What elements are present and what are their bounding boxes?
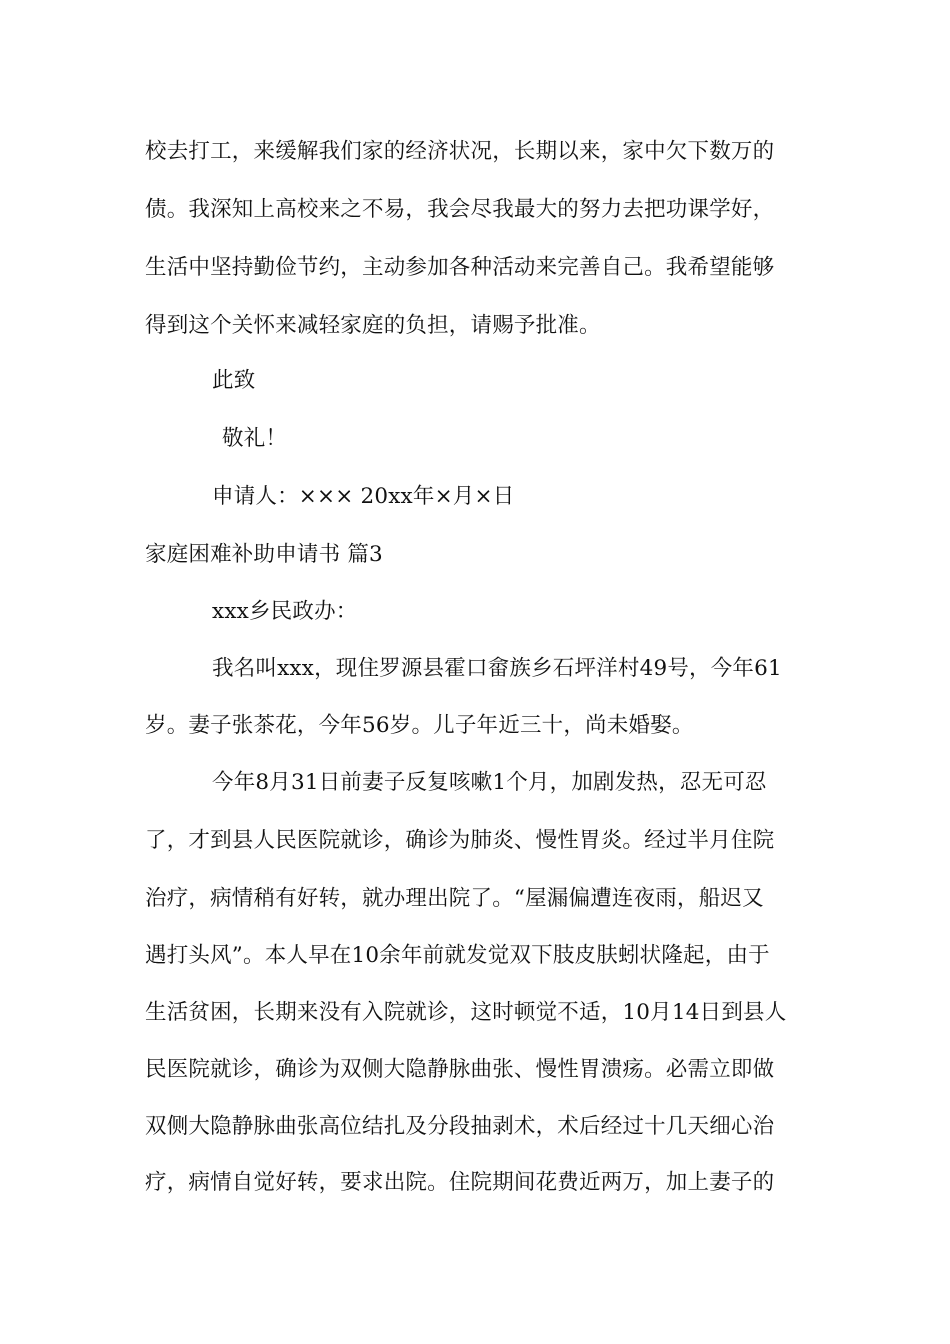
paragraph-line: 得到这个关怀来减轻家庭的负担，请赐予批准。 [145,313,601,338]
paragraph-line: 我名叫xxx，现住罗源县霍口畲族乡石坪洋村49号，今年61 [212,656,782,681]
paragraph-line: 遇打头风”。本人早在10余年前就发觉双下肢皮肤蚓状隆起，由于 [145,943,770,968]
paragraph-line: 校去打工，来缓解我们家的经济状况，长期以来，家中欠下数万的 [145,139,775,164]
closing-text: 此致 [212,368,256,393]
paragraph-line: 岁。妻子张茶花，今年56岁。儿子年近三十，尚未婚娶。 [145,713,694,738]
addressee-line: xxx乡民政办： [212,599,358,624]
signature-line: 申请人：××× 20xx年×月×日 [212,484,515,509]
section-title: 家庭困难补助申请书 篇3 [145,542,383,567]
paragraph-line: 生活中坚持勤俭节约，主动参加各种活动来完善自己。我希望能够 [145,255,775,280]
paragraph-line: 双侧大隐静脉曲张高位结扎及分段抽剥术，术后经过十几天细心治 [145,1114,775,1139]
paragraph-line: 生活贫困，长期来没有入院就诊，这时顿觉不适，10月14日到县人 [145,1000,787,1025]
paragraph-line: 民医院就诊，确诊为双侧大隐静脉曲张、慢性胃溃疡。必需立即做 [145,1057,775,1082]
paragraph-line: 治疗，病情稍有好转，就办理出院了。“屋漏偏遭连夜雨，船迟又 [145,886,764,911]
salute-text: 敬礼！ [222,426,288,451]
paragraph-line: 债。我深知上高校来之不易，我会尽我最大的努力去把功课学好， [145,197,775,222]
paragraph-line: 了，才到县人民医院就诊，确诊为肺炎、慢性胃炎。经过半月住院 [145,828,775,853]
paragraph-line: 疗，病情自觉好转，要求出院。住院期间花费近两万，加上妻子的 [145,1170,775,1195]
paragraph-line: 今年8月31日前妻子反复咳嗽1个月，加剧发热，忍无可忍 [212,770,767,795]
